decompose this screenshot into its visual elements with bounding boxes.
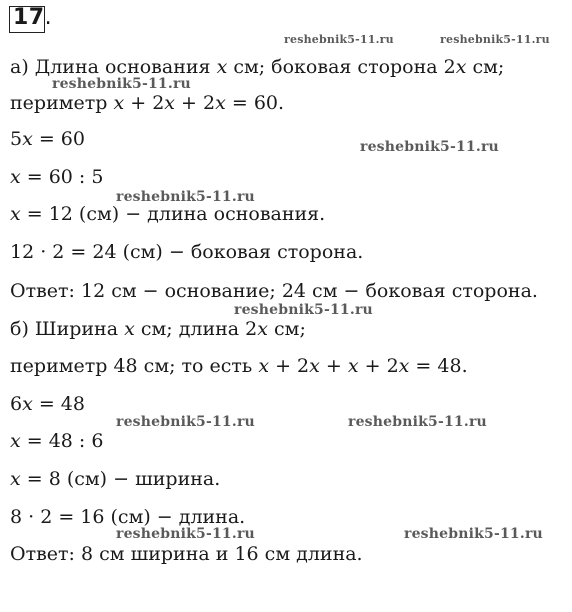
watermark: reshebnik5-11.ru — [284, 33, 394, 46]
text-segment: = 60 — [32, 128, 85, 150]
text-segment: + 2 — [124, 92, 165, 114]
text-segment: Ответ: 12 см − основание; 24 см − боковая сторона. — [10, 280, 538, 302]
text-segment: = 60. — [225, 92, 285, 114]
text-segment: + 2 — [358, 355, 399, 377]
watermark: reshebnik5-11.ru — [440, 33, 550, 46]
text-segment: + — [319, 355, 348, 377]
variable-x: x — [455, 56, 467, 78]
text-segment: = 48 : 6 — [20, 430, 104, 452]
variable-x: x — [309, 355, 320, 377]
solution-line — [10, 279, 538, 303]
solution-line — [10, 165, 103, 189]
variable-x: x — [10, 166, 21, 188]
text-segment: Ответ: 8 см ширина и 16 см длина. — [10, 543, 363, 565]
variable-x: x — [10, 203, 21, 225]
variable-x: x — [398, 355, 410, 377]
solution-line — [10, 354, 468, 378]
variable-x: x — [164, 92, 176, 114]
variable-x: x — [216, 56, 228, 78]
text-segment: = 48. — [409, 355, 468, 377]
text-segment: + 2 — [269, 355, 310, 377]
text-segment: 12 · 2 = 24 (см) − боковая сторона. — [10, 241, 364, 263]
text-segment: периметр 48 см; то есть — [10, 355, 259, 377]
watermark: reshebnik5-11.ru — [116, 414, 255, 430]
variable-x: x — [10, 430, 21, 452]
solution-line — [10, 91, 284, 115]
watermark: reshebnik5-11.ru — [234, 302, 373, 318]
variable-x: x — [258, 355, 270, 377]
solution-line — [10, 127, 85, 151]
text-segment: = 12 (см) − длина основания. — [20, 203, 326, 225]
variable-x: x — [257, 318, 268, 340]
variable-x: x — [113, 92, 125, 114]
text-segment: см; — [267, 318, 306, 340]
solution-line — [10, 240, 363, 264]
variable-x: x — [22, 393, 33, 415]
variable-x: x — [215, 92, 226, 114]
solution-line — [10, 542, 363, 566]
text-segment: периметр — [10, 92, 114, 114]
watermark: reshebnik5-11.ru — [116, 526, 255, 542]
watermark: reshebnik5-11.ru — [116, 189, 255, 205]
text-segment: + 2 — [175, 92, 216, 114]
solution-line — [10, 467, 220, 491]
text-segment: = 48 — [32, 393, 85, 415]
variable-x: x — [22, 128, 33, 150]
solution-line — [10, 202, 325, 226]
text-segment: 5 — [10, 128, 23, 150]
variable-x: x — [124, 318, 135, 340]
text-segment: см; боковая сторона 2 — [227, 56, 456, 78]
text-segment: б) Ширина — [10, 318, 125, 340]
watermark: reshebnik5-11.ru — [52, 76, 191, 92]
variable-x: x — [10, 468, 21, 490]
text-segment: 8 · 2 = 16 (см) − длина. — [10, 506, 246, 528]
solution-line — [10, 505, 245, 529]
problem-number: 17. — [13, 5, 53, 30]
text-segment: 6 — [10, 393, 23, 415]
variable-x: x — [347, 355, 359, 377]
solution-line — [10, 429, 103, 453]
text-segment: = 8 (см) − ширина. — [20, 468, 221, 490]
watermark: reshebnik5-11.ru — [404, 526, 543, 542]
text-segment: см; — [466, 56, 505, 78]
solution-line — [10, 392, 85, 416]
watermark: reshebnik5-11.ru — [360, 139, 499, 155]
text-segment: а) Длина основания — [10, 56, 217, 78]
watermark: reshebnik5-11.ru — [348, 414, 487, 430]
text-segment: см; длина 2 — [134, 318, 258, 340]
solution-line — [10, 55, 504, 79]
text-segment: = 60 : 5 — [20, 166, 104, 188]
solution-line — [10, 317, 306, 341]
